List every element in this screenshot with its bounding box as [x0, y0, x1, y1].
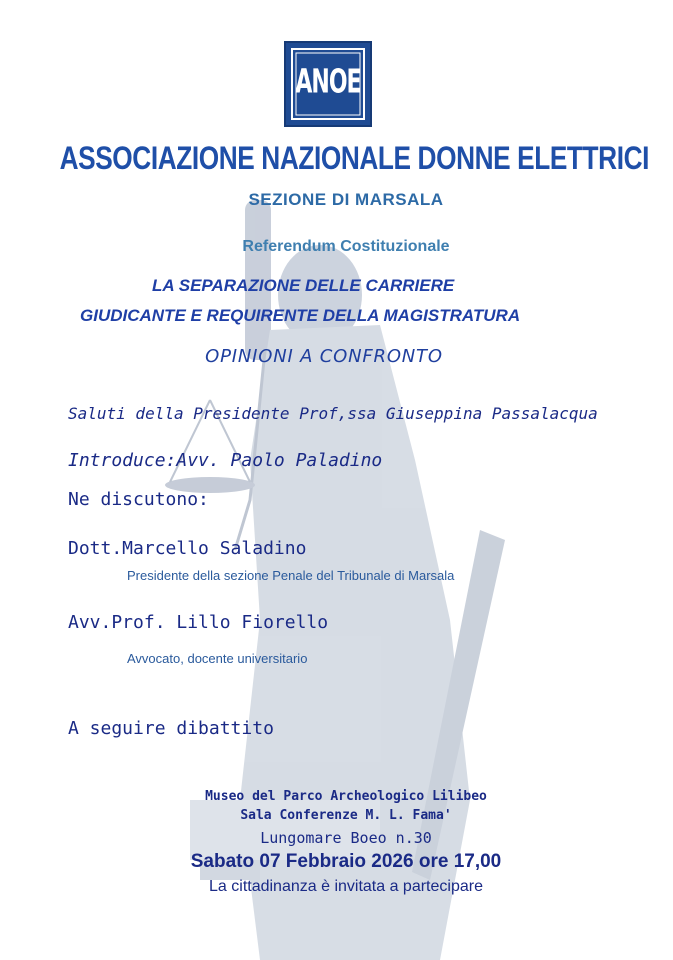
greetings-line: Saluti della Presidente Prof,ssa Giuseppina Passalacqua [68, 404, 598, 423]
speaker-1-role: Presidente della sezione Penale del Tribunale di Marsala [127, 568, 455, 583]
speaker-1-name: Dott.Marcello Saladino [68, 538, 307, 559]
speaker-2-role: Avvocato, docente universitario [127, 651, 308, 666]
invitation-line: La cittadinanza è invitata a partecipare [209, 878, 483, 895]
venue-place: Museo del Parco Archeologico Lilibeo [205, 789, 487, 804]
event-title-line2: GIUDICANTE E REQUIRENTE DELLA MAGISTRATURA [80, 306, 521, 325]
anoe-logo [284, 41, 372, 127]
logo-text: ANOE [295, 63, 361, 102]
venue-address: Lungomare Boeo n.30 [260, 829, 432, 847]
event-datetime: Sabato 07 Febbraio 2026 ore 17,00 [190, 851, 502, 872]
section-name: SEZIONE DI MARSALA [248, 190, 444, 209]
introduction-line: Introduce:Avv. Paolo Paladino [68, 450, 383, 471]
speaker-2-name: Avv.Prof. Lillo Fiorello [68, 612, 329, 633]
event-subtitle: OPINIONI A CONFRONTO [205, 346, 443, 367]
organization-name: ASSOCIAZIONE NAZIONALE DONNE ELETTRICI [59, 140, 649, 176]
closing-line: A seguire dibattito [68, 718, 274, 739]
venue-room: Sala Conferenze M. L. Fama' [240, 808, 452, 823]
event-title-line1: LA SEPARAZIONE DELLE CARRIERE [152, 276, 455, 295]
discussants-heading: Ne discutono: [68, 489, 209, 510]
event-type: Referendum Costituzionale [242, 238, 450, 255]
